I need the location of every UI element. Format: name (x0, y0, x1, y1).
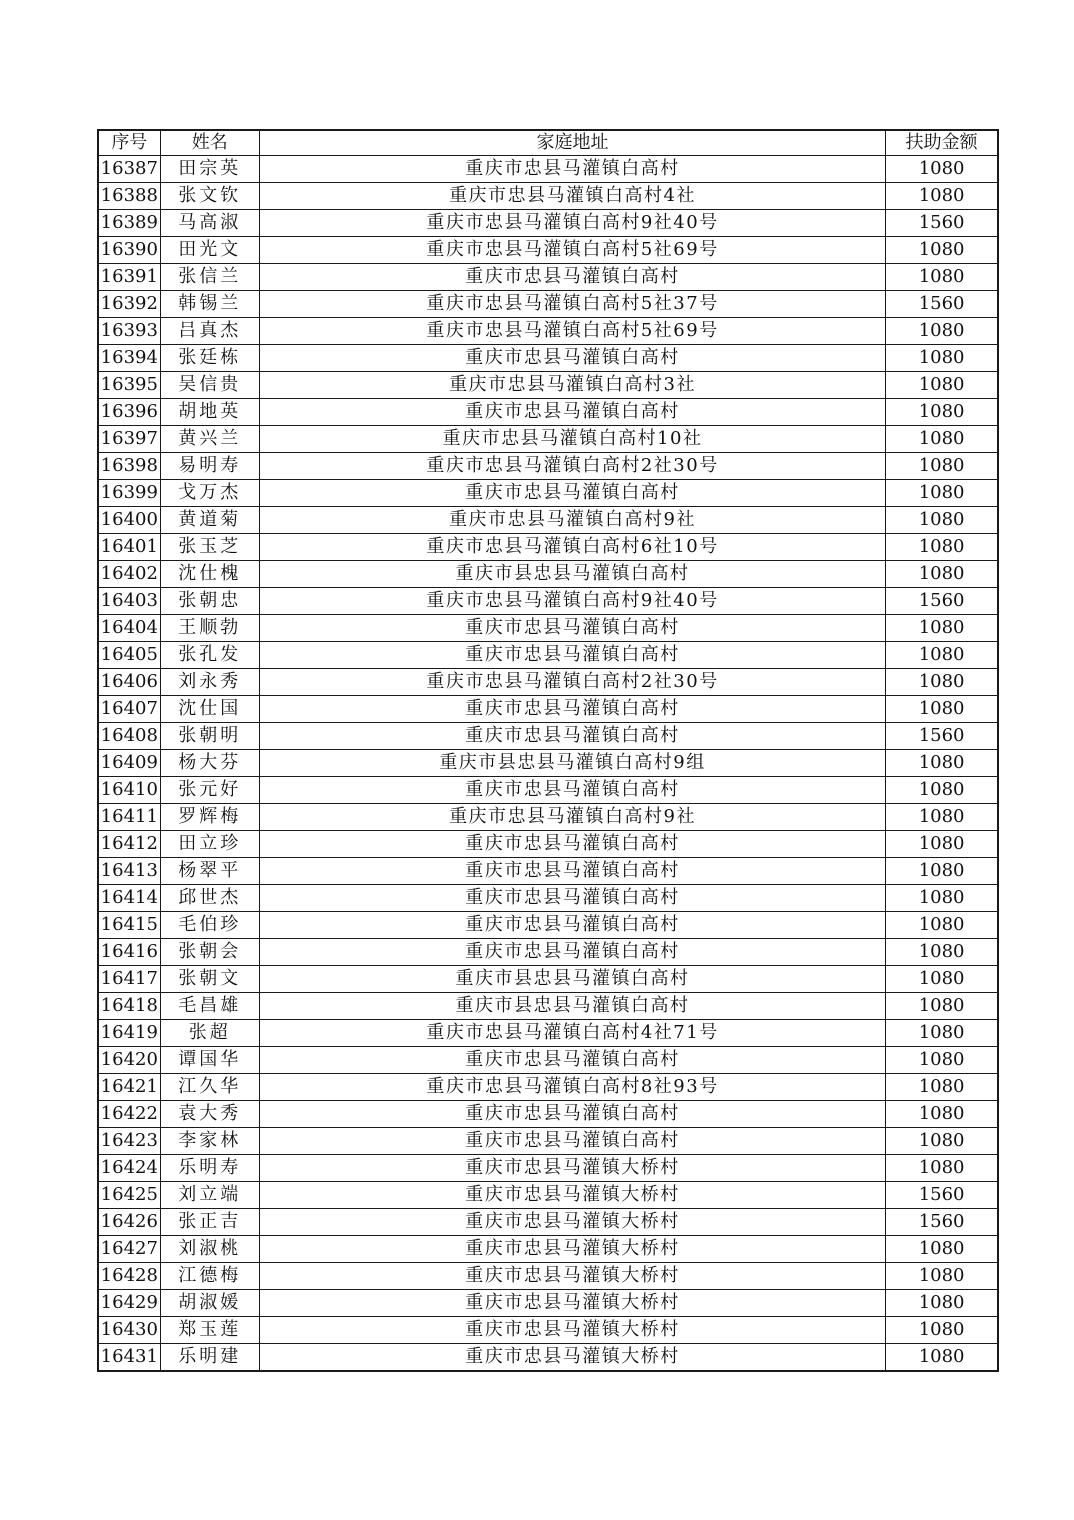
cell-seq: 16426 (98, 1209, 160, 1236)
cell-name: 胡淑媛 (160, 1290, 259, 1317)
cell-seq: 16398 (98, 453, 160, 480)
cell-amount: 1080 (886, 156, 998, 183)
cell-name: 张朝忠 (160, 588, 259, 615)
cell-amount: 1080 (886, 993, 998, 1020)
cell-seq: 16427 (98, 1236, 160, 1263)
table-row (98, 1074, 998, 1101)
cell-seq: 16405 (98, 642, 160, 669)
cell-name: 毛伯珍 (160, 912, 259, 939)
cell-amount: 1080 (886, 777, 998, 804)
cell-address: 重庆市忠县马灌镇白高村 (259, 885, 885, 912)
cell-name: 张元好 (160, 777, 259, 804)
table-row (98, 1047, 998, 1074)
cell-address: 重庆市忠县马灌镇白高村2社30号 (259, 669, 885, 696)
cell-amount: 1560 (886, 588, 998, 615)
header-row (98, 130, 998, 156)
cell-name: 沈仕国 (160, 696, 259, 723)
table-row (98, 1128, 998, 1155)
cell-name: 邱世杰 (160, 885, 259, 912)
cell-amount: 1080 (886, 237, 998, 264)
cell-seq: 16416 (98, 939, 160, 966)
cell-seq: 16411 (98, 804, 160, 831)
cell-name: 胡地英 (160, 399, 259, 426)
cell-seq: 16430 (98, 1317, 160, 1344)
table-row (98, 669, 998, 696)
cell-seq: 16420 (98, 1047, 160, 1074)
table-row (98, 210, 998, 237)
cell-seq: 16403 (98, 588, 160, 615)
table-row (98, 1209, 998, 1236)
cell-address: 重庆市忠县马灌镇白高村10社 (259, 426, 885, 453)
cell-amount: 1080 (886, 858, 998, 885)
table-row (98, 588, 998, 615)
cell-seq: 16392 (98, 291, 160, 318)
cell-name: 田光文 (160, 237, 259, 264)
cell-amount: 1080 (886, 831, 998, 858)
cell-name: 郑玉莲 (160, 1317, 259, 1344)
cell-seq: 16429 (98, 1290, 160, 1317)
cell-seq: 16423 (98, 1128, 160, 1155)
table-row (98, 183, 998, 210)
cell-seq: 16414 (98, 885, 160, 912)
cell-amount: 1080 (886, 264, 998, 291)
cell-name: 张正吉 (160, 1209, 259, 1236)
cell-name: 张玉芝 (160, 534, 259, 561)
cell-amount: 1080 (886, 804, 998, 831)
cell-amount: 1560 (886, 210, 998, 237)
cell-amount: 1080 (886, 1155, 998, 1182)
table-row (98, 1101, 998, 1128)
cell-address: 重庆市忠县马灌镇白高村 (259, 1128, 885, 1155)
cell-amount: 1560 (886, 1209, 998, 1236)
cell-name: 谭国华 (160, 1047, 259, 1074)
header-seq: 序号 (98, 130, 160, 156)
cell-name: 杨大芬 (160, 750, 259, 777)
cell-seq: 16417 (98, 966, 160, 993)
table-row (98, 831, 998, 858)
cell-seq: 16409 (98, 750, 160, 777)
cell-amount: 1080 (886, 1020, 998, 1047)
table-row (98, 264, 998, 291)
cell-seq: 16424 (98, 1155, 160, 1182)
cell-name: 李家林 (160, 1128, 259, 1155)
cell-name: 杨翠平 (160, 858, 259, 885)
cell-seq: 16421 (98, 1074, 160, 1101)
table-row (98, 912, 998, 939)
cell-name: 黄兴兰 (160, 426, 259, 453)
table-row (98, 885, 998, 912)
header-amount: 扶助金额 (886, 130, 998, 156)
cell-amount: 1080 (886, 1128, 998, 1155)
cell-name: 田立珍 (160, 831, 259, 858)
table-row (98, 804, 998, 831)
table-row (98, 426, 998, 453)
cell-seq: 16396 (98, 399, 160, 426)
cell-name: 江德梅 (160, 1263, 259, 1290)
cell-address: 重庆市忠县马灌镇白高村3社 (259, 372, 885, 399)
cell-seq: 16394 (98, 345, 160, 372)
cell-seq: 16389 (98, 210, 160, 237)
cell-amount: 1080 (886, 318, 998, 345)
cell-amount: 1080 (886, 1047, 998, 1074)
cell-name: 王顺勃 (160, 615, 259, 642)
cell-seq: 16388 (98, 183, 160, 210)
cell-name: 沈仕槐 (160, 561, 259, 588)
cell-address: 重庆市忠县马灌镇白高村2社30号 (259, 453, 885, 480)
cell-seq: 16431 (98, 1344, 160, 1372)
cell-amount: 1080 (886, 696, 998, 723)
cell-address: 重庆市忠县马灌镇白高村4社 (259, 183, 885, 210)
cell-amount: 1080 (886, 1263, 998, 1290)
cell-name: 罗辉梅 (160, 804, 259, 831)
cell-amount: 1080 (886, 480, 998, 507)
cell-amount: 1560 (886, 723, 998, 750)
cell-address: 重庆市忠县马灌镇白高村 (259, 858, 885, 885)
table-row (98, 777, 998, 804)
table-row (98, 345, 998, 372)
cell-seq: 16393 (98, 318, 160, 345)
cell-seq: 16397 (98, 426, 160, 453)
cell-address: 重庆市忠县马灌镇白高村 (259, 723, 885, 750)
cell-address: 重庆市忠县马灌镇白高村 (259, 345, 885, 372)
cell-seq: 16418 (98, 993, 160, 1020)
table-row (98, 1317, 998, 1344)
cell-address: 重庆市忠县马灌镇白高村 (259, 1047, 885, 1074)
cell-seq: 16387 (98, 156, 160, 183)
cell-amount: 1080 (886, 1317, 998, 1344)
cell-seq: 16412 (98, 831, 160, 858)
cell-amount: 1080 (886, 372, 998, 399)
cell-name: 张朝明 (160, 723, 259, 750)
cell-seq: 16401 (98, 534, 160, 561)
cell-seq: 16428 (98, 1263, 160, 1290)
cell-name: 韩锡兰 (160, 291, 259, 318)
cell-address: 重庆市忠县马灌镇白高村 (259, 939, 885, 966)
table-row (98, 156, 998, 183)
cell-address: 重庆市县忠县马灌镇白高村 (259, 561, 885, 588)
cell-name: 吕真杰 (160, 318, 259, 345)
cell-amount: 1080 (886, 885, 998, 912)
cell-address: 重庆市忠县马灌镇大桥村 (259, 1209, 885, 1236)
cell-name: 黄道菊 (160, 507, 259, 534)
cell-amount: 1080 (886, 426, 998, 453)
table-row (98, 1344, 998, 1372)
cell-address: 重庆市忠县马灌镇白高村5社69号 (259, 318, 885, 345)
cell-seq: 16399 (98, 480, 160, 507)
cell-amount: 1080 (886, 939, 998, 966)
cell-name: 戈万杰 (160, 480, 259, 507)
table-row (98, 480, 998, 507)
cell-address: 重庆市忠县马灌镇白高村8社93号 (259, 1074, 885, 1101)
cell-name: 刘永秀 (160, 669, 259, 696)
cell-address: 重庆市忠县马灌镇白高村 (259, 264, 885, 291)
table-row (98, 1290, 998, 1317)
cell-address: 重庆市忠县马灌镇白高村5社69号 (259, 237, 885, 264)
cell-address: 重庆市忠县马灌镇白高村 (259, 696, 885, 723)
cell-address: 重庆市忠县马灌镇大桥村 (259, 1317, 885, 1344)
table-row (98, 507, 998, 534)
cell-amount: 1080 (886, 966, 998, 993)
cell-address: 重庆市忠县马灌镇白高村 (259, 156, 885, 183)
cell-address: 重庆市忠县马灌镇白高村 (259, 912, 885, 939)
table-row (98, 291, 998, 318)
table-row (98, 534, 998, 561)
cell-name: 张孔发 (160, 642, 259, 669)
cell-seq: 16402 (98, 561, 160, 588)
cell-amount: 1560 (886, 1182, 998, 1209)
table-row (98, 696, 998, 723)
cell-address: 重庆市忠县马灌镇大桥村 (259, 1263, 885, 1290)
table-row (98, 1155, 998, 1182)
header-name: 姓名 (160, 130, 259, 156)
header-address: 家庭地址 (259, 130, 885, 156)
cell-name: 张信兰 (160, 264, 259, 291)
cell-seq: 16408 (98, 723, 160, 750)
cell-name: 刘立端 (160, 1182, 259, 1209)
cell-name: 易明寿 (160, 453, 259, 480)
cell-name: 刘淑桃 (160, 1236, 259, 1263)
table-row (98, 399, 998, 426)
cell-name: 马高淑 (160, 210, 259, 237)
cell-name: 毛昌雄 (160, 993, 259, 1020)
cell-name: 江久华 (160, 1074, 259, 1101)
cell-address: 重庆市县忠县马灌镇白高村9组 (259, 750, 885, 777)
cell-name: 乐明建 (160, 1344, 259, 1372)
cell-address: 重庆市忠县马灌镇白高村4社71号 (259, 1020, 885, 1047)
table-row (98, 1020, 998, 1047)
table-row (98, 561, 998, 588)
cell-seq: 16410 (98, 777, 160, 804)
cell-amount: 1080 (886, 1290, 998, 1317)
cell-address: 重庆市忠县马灌镇白高村 (259, 615, 885, 642)
cell-seq: 16391 (98, 264, 160, 291)
cell-seq: 16390 (98, 237, 160, 264)
cell-address: 重庆市忠县马灌镇白高村 (259, 399, 885, 426)
cell-seq: 16415 (98, 912, 160, 939)
cell-address: 重庆市忠县马灌镇白高村9社 (259, 804, 885, 831)
cell-address: 重庆市忠县马灌镇大桥村 (259, 1344, 885, 1372)
cell-seq: 16425 (98, 1182, 160, 1209)
cell-name: 袁大秀 (160, 1101, 259, 1128)
cell-address: 重庆市忠县马灌镇白高村6社10号 (259, 534, 885, 561)
table-row (98, 642, 998, 669)
table-row (98, 966, 998, 993)
cell-amount: 1080 (886, 1344, 998, 1372)
cell-seq: 16406 (98, 669, 160, 696)
table-row (98, 237, 998, 264)
cell-address: 重庆市忠县马灌镇白高村9社40号 (259, 588, 885, 615)
cell-seq: 16400 (98, 507, 160, 534)
cell-address: 重庆市忠县马灌镇白高村9社 (259, 507, 885, 534)
cell-address: 重庆市忠县马灌镇白高村 (259, 480, 885, 507)
cell-name: 乐明寿 (160, 1155, 259, 1182)
cell-name: 张朝文 (160, 966, 259, 993)
table-row (98, 1263, 998, 1290)
cell-amount: 1080 (886, 183, 998, 210)
table-header (98, 130, 998, 156)
cell-address: 重庆市县忠县马灌镇白高村 (259, 993, 885, 1020)
cell-seq: 16413 (98, 858, 160, 885)
table-row (98, 750, 998, 777)
cell-amount: 1080 (886, 1101, 998, 1128)
cell-amount: 1080 (886, 1074, 998, 1101)
cell-address: 重庆市忠县马灌镇白高村 (259, 642, 885, 669)
cell-address: 重庆市县忠县马灌镇白高村 (259, 966, 885, 993)
cell-name: 张廷栋 (160, 345, 259, 372)
cell-seq: 16419 (98, 1020, 160, 1047)
cell-address: 重庆市忠县马灌镇白高村5社37号 (259, 291, 885, 318)
table-row (98, 615, 998, 642)
table-row (98, 1236, 998, 1263)
cell-address: 重庆市忠县马灌镇白高村 (259, 777, 885, 804)
cell-name: 张文钦 (160, 183, 259, 210)
cell-amount: 1080 (886, 534, 998, 561)
table-row (98, 939, 998, 966)
table-row (98, 372, 998, 399)
cell-seq: 16395 (98, 372, 160, 399)
cell-seq: 16422 (98, 1101, 160, 1128)
cell-amount: 1080 (886, 507, 998, 534)
table-row (98, 723, 998, 750)
cell-amount: 1080 (886, 399, 998, 426)
table-row (98, 858, 998, 885)
cell-amount: 1080 (886, 750, 998, 777)
cell-amount: 1080 (886, 453, 998, 480)
cell-address: 重庆市忠县马灌镇白高村 (259, 831, 885, 858)
cell-amount: 1080 (886, 669, 998, 696)
cell-amount: 1080 (886, 345, 998, 372)
cell-name: 张超 (160, 1020, 259, 1047)
table-row (98, 993, 998, 1020)
cell-address: 重庆市忠县马灌镇大桥村 (259, 1236, 885, 1263)
cell-amount: 1080 (886, 561, 998, 588)
cell-amount: 1080 (886, 642, 998, 669)
cell-name: 吴信贵 (160, 372, 259, 399)
subsidy-table (97, 129, 999, 1372)
cell-amount: 1080 (886, 615, 998, 642)
cell-address: 重庆市忠县马灌镇大桥村 (259, 1290, 885, 1317)
cell-name: 张朝会 (160, 939, 259, 966)
table-row (98, 318, 998, 345)
cell-seq: 16404 (98, 615, 160, 642)
cell-address: 重庆市忠县马灌镇白高村9社40号 (259, 210, 885, 237)
cell-amount: 1560 (886, 291, 998, 318)
cell-name: 田宗英 (160, 156, 259, 183)
cell-amount: 1080 (886, 1236, 998, 1263)
cell-amount: 1080 (886, 912, 998, 939)
table-row (98, 1182, 998, 1209)
cell-seq: 16407 (98, 696, 160, 723)
cell-address: 重庆市忠县马灌镇白高村 (259, 1101, 885, 1128)
cell-address: 重庆市忠县马灌镇大桥村 (259, 1182, 885, 1209)
table-row (98, 453, 998, 480)
cell-address: 重庆市忠县马灌镇大桥村 (259, 1155, 885, 1182)
table-body (98, 156, 998, 1372)
